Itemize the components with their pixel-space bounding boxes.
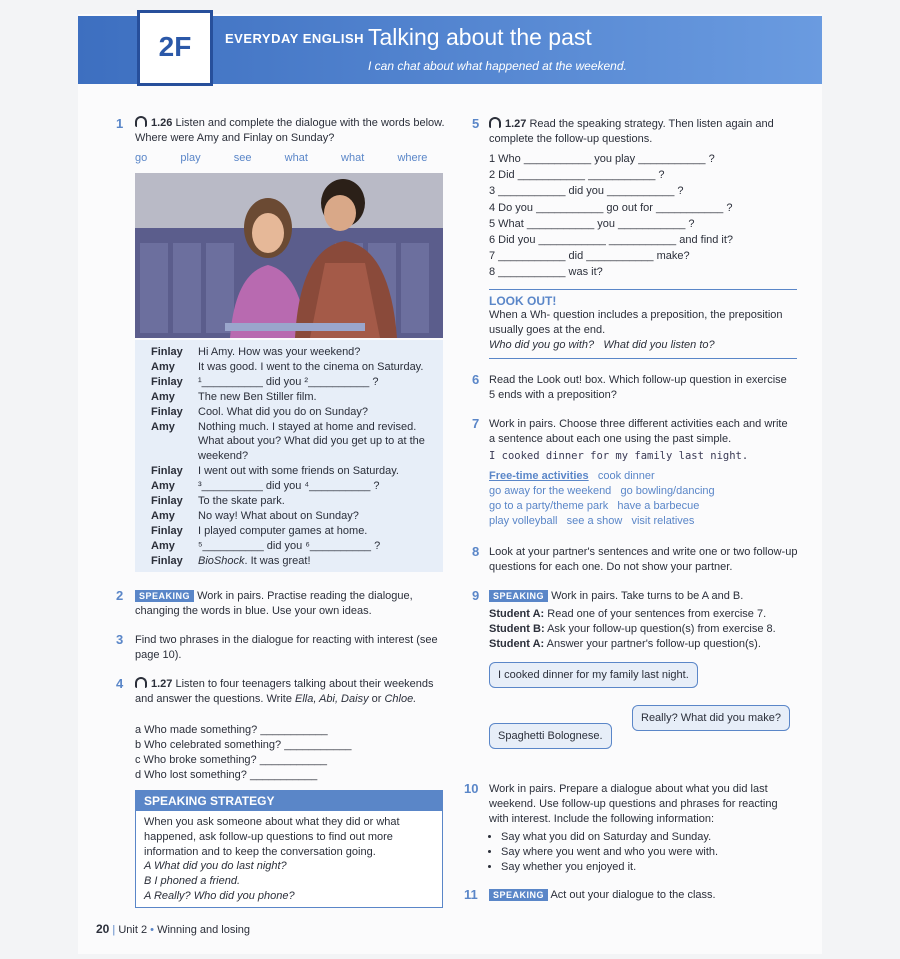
strategy-example: A What did you do last night? bbox=[144, 860, 287, 873]
ex4-number: 4 bbox=[116, 676, 124, 691]
ex11-instruction: SPEAKING Act out your dialogue to the class. bbox=[489, 888, 716, 903]
ex2-number: 2 bbox=[116, 588, 124, 603]
page-subtitle: I can chat about what happened at the weekend. bbox=[368, 59, 627, 73]
dialogue-line bbox=[151, 509, 443, 524]
speech-bubble: I cooked dinner for my family last night. bbox=[489, 662, 698, 688]
handwritten-example: I cooked dinner for my family last night. bbox=[489, 450, 749, 462]
ex10-number: 10 bbox=[464, 781, 479, 796]
dialogue-line bbox=[151, 464, 443, 479]
dialogue-line bbox=[151, 554, 443, 569]
strategy-example: A Really? Who did you phone? bbox=[144, 889, 295, 902]
dialogue-text: I played computer games at home. bbox=[198, 524, 368, 537]
dialogue-line bbox=[151, 405, 443, 420]
speaker-name: Finlay bbox=[151, 405, 183, 418]
dialogue-text: Nothing much. I stayed at home and revised. What about you? What did you get up to at the weekend? bbox=[198, 420, 425, 463]
dialogue-text: ¹__________ did you ²__________ ? bbox=[198, 375, 379, 388]
ex8-number: 8 bbox=[472, 544, 480, 559]
ex10-instruction: Work in pairs. Prepare a dialogue about what you did last weekend. Use follow-up questions and phrases for reacting with interest. Include the following information: bbox=[489, 783, 778, 825]
ex9-number: 9 bbox=[472, 588, 480, 603]
dialogue-box bbox=[135, 340, 443, 572]
ex6-instruction: Read the Look out! box. Which follow-up question in exercise 5 ends with a preposition? bbox=[489, 374, 787, 401]
speaker-name: Finlay bbox=[151, 375, 183, 388]
dialogue-text: It was good. I went to the cinema on Saturday. bbox=[198, 360, 424, 373]
ex4-instruction: 1.27 Listen to four teenagers talking about their weekends and answer the questions. Write Ella, Abi, Daisy or Chloe. bbox=[135, 678, 434, 705]
dialogue-text: ⁵__________ did you ⁶__________ ? bbox=[198, 539, 381, 552]
ex7-instruction: Work in pairs. Choose three different activities each and write a sentence about each one using the past simple. bbox=[489, 418, 788, 445]
activities-list: Free-time activities cook dinner go away for the weekend go bowling/dancing go to a party/theme park have a barbecue play volleyball see a show visit relatives bbox=[489, 470, 715, 527]
strategy-example: B I phoned a friend. bbox=[144, 875, 241, 888]
headphones-icon bbox=[135, 677, 147, 688]
section-label: EVERYDAY ENGLISH bbox=[225, 31, 365, 46]
headphones-icon bbox=[135, 116, 147, 127]
dialogue-table bbox=[151, 345, 443, 569]
dialogue-text: The new Ben Stiller film. bbox=[198, 390, 317, 403]
look-out-heading: LOOK OUT! bbox=[489, 294, 557, 308]
strategy-body: When you ask someone about what they did or what happened, ask follow-up questions to find out more information and to keep the conversation going. bbox=[144, 816, 400, 858]
lesson-badge: 2F bbox=[137, 10, 213, 86]
dialogue-text: No way! What about on Sunday? bbox=[198, 509, 359, 522]
speaker-name: Amy bbox=[151, 539, 175, 552]
ex10-bullets: • Say what you did on Saturday and Sunday. • Say where you went and who you were with. • Say whether you enjoyed it. bbox=[489, 830, 718, 875]
speaker-name: Amy bbox=[151, 480, 175, 493]
ex5-instruction: 1.27 Read the speaking strategy. Then listen again and complete the follow-up questions. bbox=[489, 118, 774, 145]
page-footer: 20 | Unit 2 • Winning and losing bbox=[96, 922, 251, 936]
headphones-icon bbox=[489, 117, 501, 128]
speaker-name: Amy bbox=[151, 420, 175, 433]
dialogue-text: Hi Amy. How was your weekend? bbox=[198, 346, 361, 358]
dialogue-text: Cool. What did you do on Sunday? bbox=[198, 405, 369, 418]
ex9-roles: Student A: Read one of your sentences from exercise 7. Student B: Ask your follow-up question(s) from exercise 8. Student A: Answer your partner's follow-up question(s). bbox=[489, 608, 776, 650]
dialogue-text: To the skate park. bbox=[198, 495, 285, 508]
ex1-number: 1 bbox=[116, 116, 124, 131]
dialogue-line bbox=[151, 479, 443, 494]
dialogue-line bbox=[151, 345, 443, 360]
dialogue-text: I went out with some friends on Saturday. bbox=[198, 465, 399, 478]
ex4-items: a Who made something? ___________ b Who celebrated something? ___________ c Who broke something? ___________ d Who lost something? ___________ bbox=[135, 724, 352, 781]
speaker-name: Finlay bbox=[151, 524, 183, 537]
word-box: go play see what what where bbox=[135, 152, 428, 164]
speech-bubble: Spaghetti Bolognese. bbox=[489, 723, 612, 749]
ex11-number: 11 bbox=[464, 887, 478, 902]
dialogue-line bbox=[151, 420, 443, 465]
dialogue-line bbox=[151, 375, 443, 390]
speaker-name: Amy bbox=[151, 509, 175, 522]
ex6-number: 6 bbox=[472, 372, 480, 387]
speaker-name: Amy bbox=[151, 390, 175, 403]
look-out-box bbox=[489, 289, 797, 359]
speaking-strategy-box bbox=[135, 790, 443, 908]
look-out-body: When a Wh- question includes a preposition, the preposition usually goes at the end. bbox=[489, 309, 783, 336]
speaker-name: Amy bbox=[151, 360, 175, 373]
dialogue-line bbox=[151, 390, 443, 405]
page-title: Talking about the past bbox=[368, 24, 592, 50]
ex5-items: 1 Who ___________ you play ___________ ? 2 Did ___________ ___________ ? 3 ___________ did you ___________ ? 4 Do you ___________ go out for ___________ ? 5 What ___________ you ___________ ? 6 Did you ___________ ___________ and find it? 7 ___________ did ___________ make? 8 ___________ was it? bbox=[489, 153, 734, 279]
speaker-name: Finlay bbox=[151, 554, 183, 567]
photo-teenagers bbox=[135, 173, 443, 338]
dialogue-line bbox=[151, 524, 443, 539]
dialogue-text: ³__________ did you ⁴__________ ? bbox=[198, 480, 380, 493]
ex9-instruction: SPEAKING Work in pairs. Take turns to be A and B. bbox=[489, 589, 799, 604]
ex3-instruction: Find two phrases in the dialogue for reacting with interest (see page 10). bbox=[135, 634, 438, 661]
ex2-instruction: SPEAKING Work in pairs. Practise reading the dialogue, changing the words in blue. Use your own ideas. bbox=[135, 590, 413, 617]
dialogue-line bbox=[151, 494, 443, 509]
look-out-example: Who did you go with? What did you listen to? bbox=[489, 338, 715, 351]
speaker-name: Finlay bbox=[151, 465, 183, 478]
ex3-number: 3 bbox=[116, 632, 124, 647]
ex5-number: 5 bbox=[472, 116, 480, 131]
speaker-name: Finlay bbox=[151, 495, 183, 508]
strategy-heading: SPEAKING STRATEGY bbox=[136, 791, 442, 811]
ex7-number: 7 bbox=[472, 416, 480, 431]
dialogue-line bbox=[151, 360, 443, 375]
speech-bubble: Really? What did you make? bbox=[632, 705, 790, 731]
speaker-name: Finlay bbox=[151, 346, 183, 358]
dialogue-text: BioShock. It was great! bbox=[198, 554, 311, 567]
ex1-instruction: 1.26 Listen and complete the dialogue with the words below. Where were Amy and Finlay on Sunday? bbox=[135, 117, 445, 144]
ex8-instruction: Look at your partner's sentences and write one or two follow-up questions for each one. Do not show your partner. bbox=[489, 546, 798, 573]
dialogue-line bbox=[151, 539, 443, 554]
